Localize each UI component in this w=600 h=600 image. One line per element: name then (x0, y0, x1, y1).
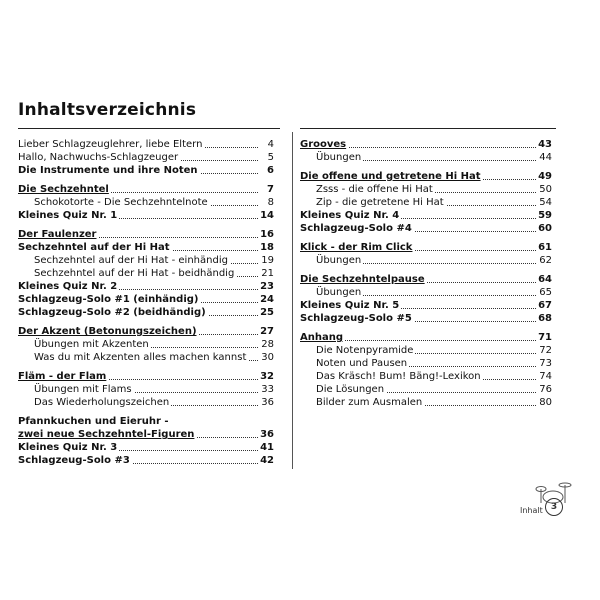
toc-entry-label: Die Lösungen (316, 384, 385, 395)
toc-entry-label: Übungen mit Akzenten (34, 339, 149, 350)
toc-entry-page: 76 (539, 384, 552, 395)
toc-entry (300, 370, 552, 383)
toc-entry-page: 4 (267, 139, 274, 150)
toc-entry-page: 30 (261, 352, 274, 363)
toc-entry-page: 43 (538, 139, 552, 150)
toc-entry-page: 73 (539, 358, 552, 369)
toc-entry-label: Schlagzeug-Solo #2 (beidhändig) (18, 307, 206, 318)
toc-right-column (300, 138, 552, 409)
toc-entry (300, 357, 552, 370)
toc-entry (300, 151, 552, 164)
toc-entry-label: Die Sechzehntelpause (300, 274, 425, 285)
toc-entry-page: 33 (261, 384, 274, 395)
toc-entry-label: Zsss - die offene Hi Hat (316, 184, 433, 195)
toc-entry-page: 62 (539, 255, 552, 266)
toc-entry-page: 68 (538, 313, 552, 324)
toc-entry-label: Klick - der Rim Click (300, 242, 413, 253)
column-divider (292, 132, 293, 469)
toc-entry (300, 138, 552, 151)
toc-entry-page: 7 (267, 184, 274, 195)
toc-entry (18, 196, 274, 209)
toc-entry (18, 228, 274, 241)
toc-entry-label: Pfannkuchen und Eieruhr - (18, 416, 169, 427)
toc-entry-page: 50 (539, 184, 552, 195)
toc-entry-page: 61 (538, 242, 552, 253)
toc-entry-label: Was du mit Akzenten alles machen kannst (34, 352, 247, 363)
toc-entry-page: 59 (538, 210, 552, 221)
toc-entry-page: 36 (261, 397, 274, 408)
toc-entry (18, 325, 274, 338)
title-rule-left (18, 128, 280, 129)
toc-entry (300, 170, 552, 183)
toc-entry-page: 80 (539, 397, 552, 408)
toc-entry-label: Kleines Quiz Nr. 2 (18, 281, 118, 292)
toc-entry-label: Sechzehntel auf der Hi Hat - beidhändig (34, 268, 235, 279)
toc-entry-label: Sechzehntel auf der Hi Hat (18, 242, 170, 253)
toc-entry-page: 24 (260, 294, 274, 305)
toc-entry-page: 49 (538, 171, 552, 182)
toc-entry (300, 312, 552, 325)
toc-entry-label: Übungen mit Flams (34, 384, 132, 395)
toc-entry-label: zwei neue Sechzehntel-Figuren (18, 429, 195, 440)
toc-entry-label: Übungen (316, 287, 362, 298)
toc-entry (18, 254, 274, 267)
toc-entry-label: Fläm - der Flam (18, 371, 107, 382)
toc-entry-label: Anhang (300, 332, 344, 343)
toc-entry-page: 74 (539, 371, 552, 382)
toc-entry-label: Die Sechzehntel (18, 184, 109, 195)
toc-entry (300, 273, 552, 286)
toc-entry-label: Kleines Quiz Nr. 3 (18, 442, 118, 453)
toc-entry-page: 60 (538, 223, 552, 234)
toc-entry (300, 183, 552, 196)
toc-entry (18, 164, 274, 177)
toc-entry (18, 209, 274, 222)
toc-entry-label: Der Faulenzer (18, 229, 97, 240)
toc-entry-page: 14 (260, 210, 274, 221)
toc-entry (18, 370, 274, 383)
toc-entry (18, 415, 274, 428)
toc-entry (18, 293, 274, 306)
toc-entry-label: Der Akzent (Betonungszeichen) (18, 326, 197, 337)
toc-entry-page: 65 (539, 287, 552, 298)
page-number-badge: 3 (545, 498, 563, 516)
toc-entry-label: Kleines Quiz Nr. 5 (300, 300, 400, 311)
toc-entry (18, 267, 274, 280)
toc-entry-page: 71 (538, 332, 552, 343)
toc-entry (18, 138, 274, 151)
toc-entry-label: Zip - die getretene Hi Hat (316, 197, 444, 208)
toc-entry-label: Grooves (300, 139, 347, 150)
toc-entry (300, 222, 552, 235)
toc-entry-page: 28 (261, 339, 274, 350)
toc-entry-page: 18 (260, 242, 274, 253)
toc-entry (18, 351, 274, 364)
toc-entry (300, 344, 552, 357)
toc-entry (18, 441, 274, 454)
toc-entry (300, 286, 552, 299)
toc-entry-page: 54 (539, 197, 552, 208)
toc-entry-label: Übungen (316, 152, 362, 163)
toc-entry-label: Übungen (316, 255, 362, 266)
toc-entry-page: 5 (267, 152, 274, 163)
toc-entry-label: Schlagzeug-Solo #3 (18, 455, 130, 466)
toc-entry (300, 396, 552, 409)
toc-entry-page: 19 (261, 255, 274, 266)
toc-entry-label: Die Instrumente und ihre Noten (18, 165, 198, 176)
toc-entry-page: 8 (267, 197, 274, 208)
toc-entry-label: Schlagzeug-Solo #1 (einhändig) (18, 294, 199, 305)
toc-entry (18, 338, 274, 351)
toc-entry-page: 42 (260, 455, 274, 466)
toc-entry-label: Das Wiederholungszeichen (34, 397, 170, 408)
toc-left-column (18, 138, 274, 467)
toc-entry-label: Bilder zum Ausmalen (316, 397, 423, 408)
title-rule-right (300, 128, 556, 129)
toc-entry-label: Die offene und getretene Hi Hat (300, 171, 481, 182)
page-title: Inhaltsverzeichnis (18, 100, 197, 120)
toc-entry-page: 6 (267, 165, 274, 176)
toc-entry-page: 41 (260, 442, 274, 453)
toc-entry-page: 27 (260, 326, 274, 337)
toc-entry-page: 21 (261, 268, 274, 279)
toc-entry-label: Schlagzeug-Solo #4 (300, 223, 412, 234)
toc-entry-label: Sechzehntel auf der Hi Hat - einhändig (34, 255, 228, 266)
toc-entry (18, 383, 274, 396)
toc-entry-page: 32 (260, 371, 274, 382)
toc-entry-page: 25 (260, 307, 274, 318)
toc-entry (18, 306, 274, 319)
toc-entry (300, 383, 552, 396)
toc-entry (18, 151, 274, 164)
toc-entry (300, 299, 552, 312)
toc-entry (18, 241, 274, 254)
toc-entry-label: Schokotorte - Die Sechzehntelnote (34, 197, 208, 208)
toc-entry-page: 44 (539, 152, 552, 163)
toc-entry-label: Noten und Pausen (316, 358, 408, 369)
toc-entry-label: Lieber Schlagzeuglehrer, liebe Eltern (18, 139, 203, 150)
toc-entry-label: Kleines Quiz Nr. 4 (300, 210, 400, 221)
toc-entry-label: Kleines Quiz Nr. 1 (18, 210, 118, 221)
toc-entry (300, 196, 552, 209)
toc-entry (18, 428, 274, 441)
footer-section-label: Inhalt (520, 506, 543, 515)
toc-entry-page: 36 (260, 429, 274, 440)
toc-entry-page: 64 (538, 274, 552, 285)
toc-entry-label: Schlagzeug-Solo #5 (300, 313, 412, 324)
toc-entry-label: Die Notenpyramide (316, 345, 414, 356)
toc-entry (18, 183, 274, 196)
toc-entry (18, 396, 274, 409)
toc-entry-label: Das Kräsch! Bum! Bäng!-Lexikon (316, 371, 481, 382)
toc-entry-page: 16 (260, 229, 274, 240)
toc-entry-page: 67 (538, 300, 552, 311)
toc-entry (18, 454, 274, 467)
toc-entry (300, 209, 552, 222)
toc-entry-label: Hallo, Nachwuchs-Schlagzeuger (18, 152, 179, 163)
toc-entry (300, 241, 552, 254)
toc-entry (300, 331, 552, 344)
toc-entry (18, 280, 274, 293)
toc-entry-page: 23 (260, 281, 274, 292)
toc-entry-page: 72 (539, 345, 552, 356)
toc-entry (300, 254, 552, 267)
